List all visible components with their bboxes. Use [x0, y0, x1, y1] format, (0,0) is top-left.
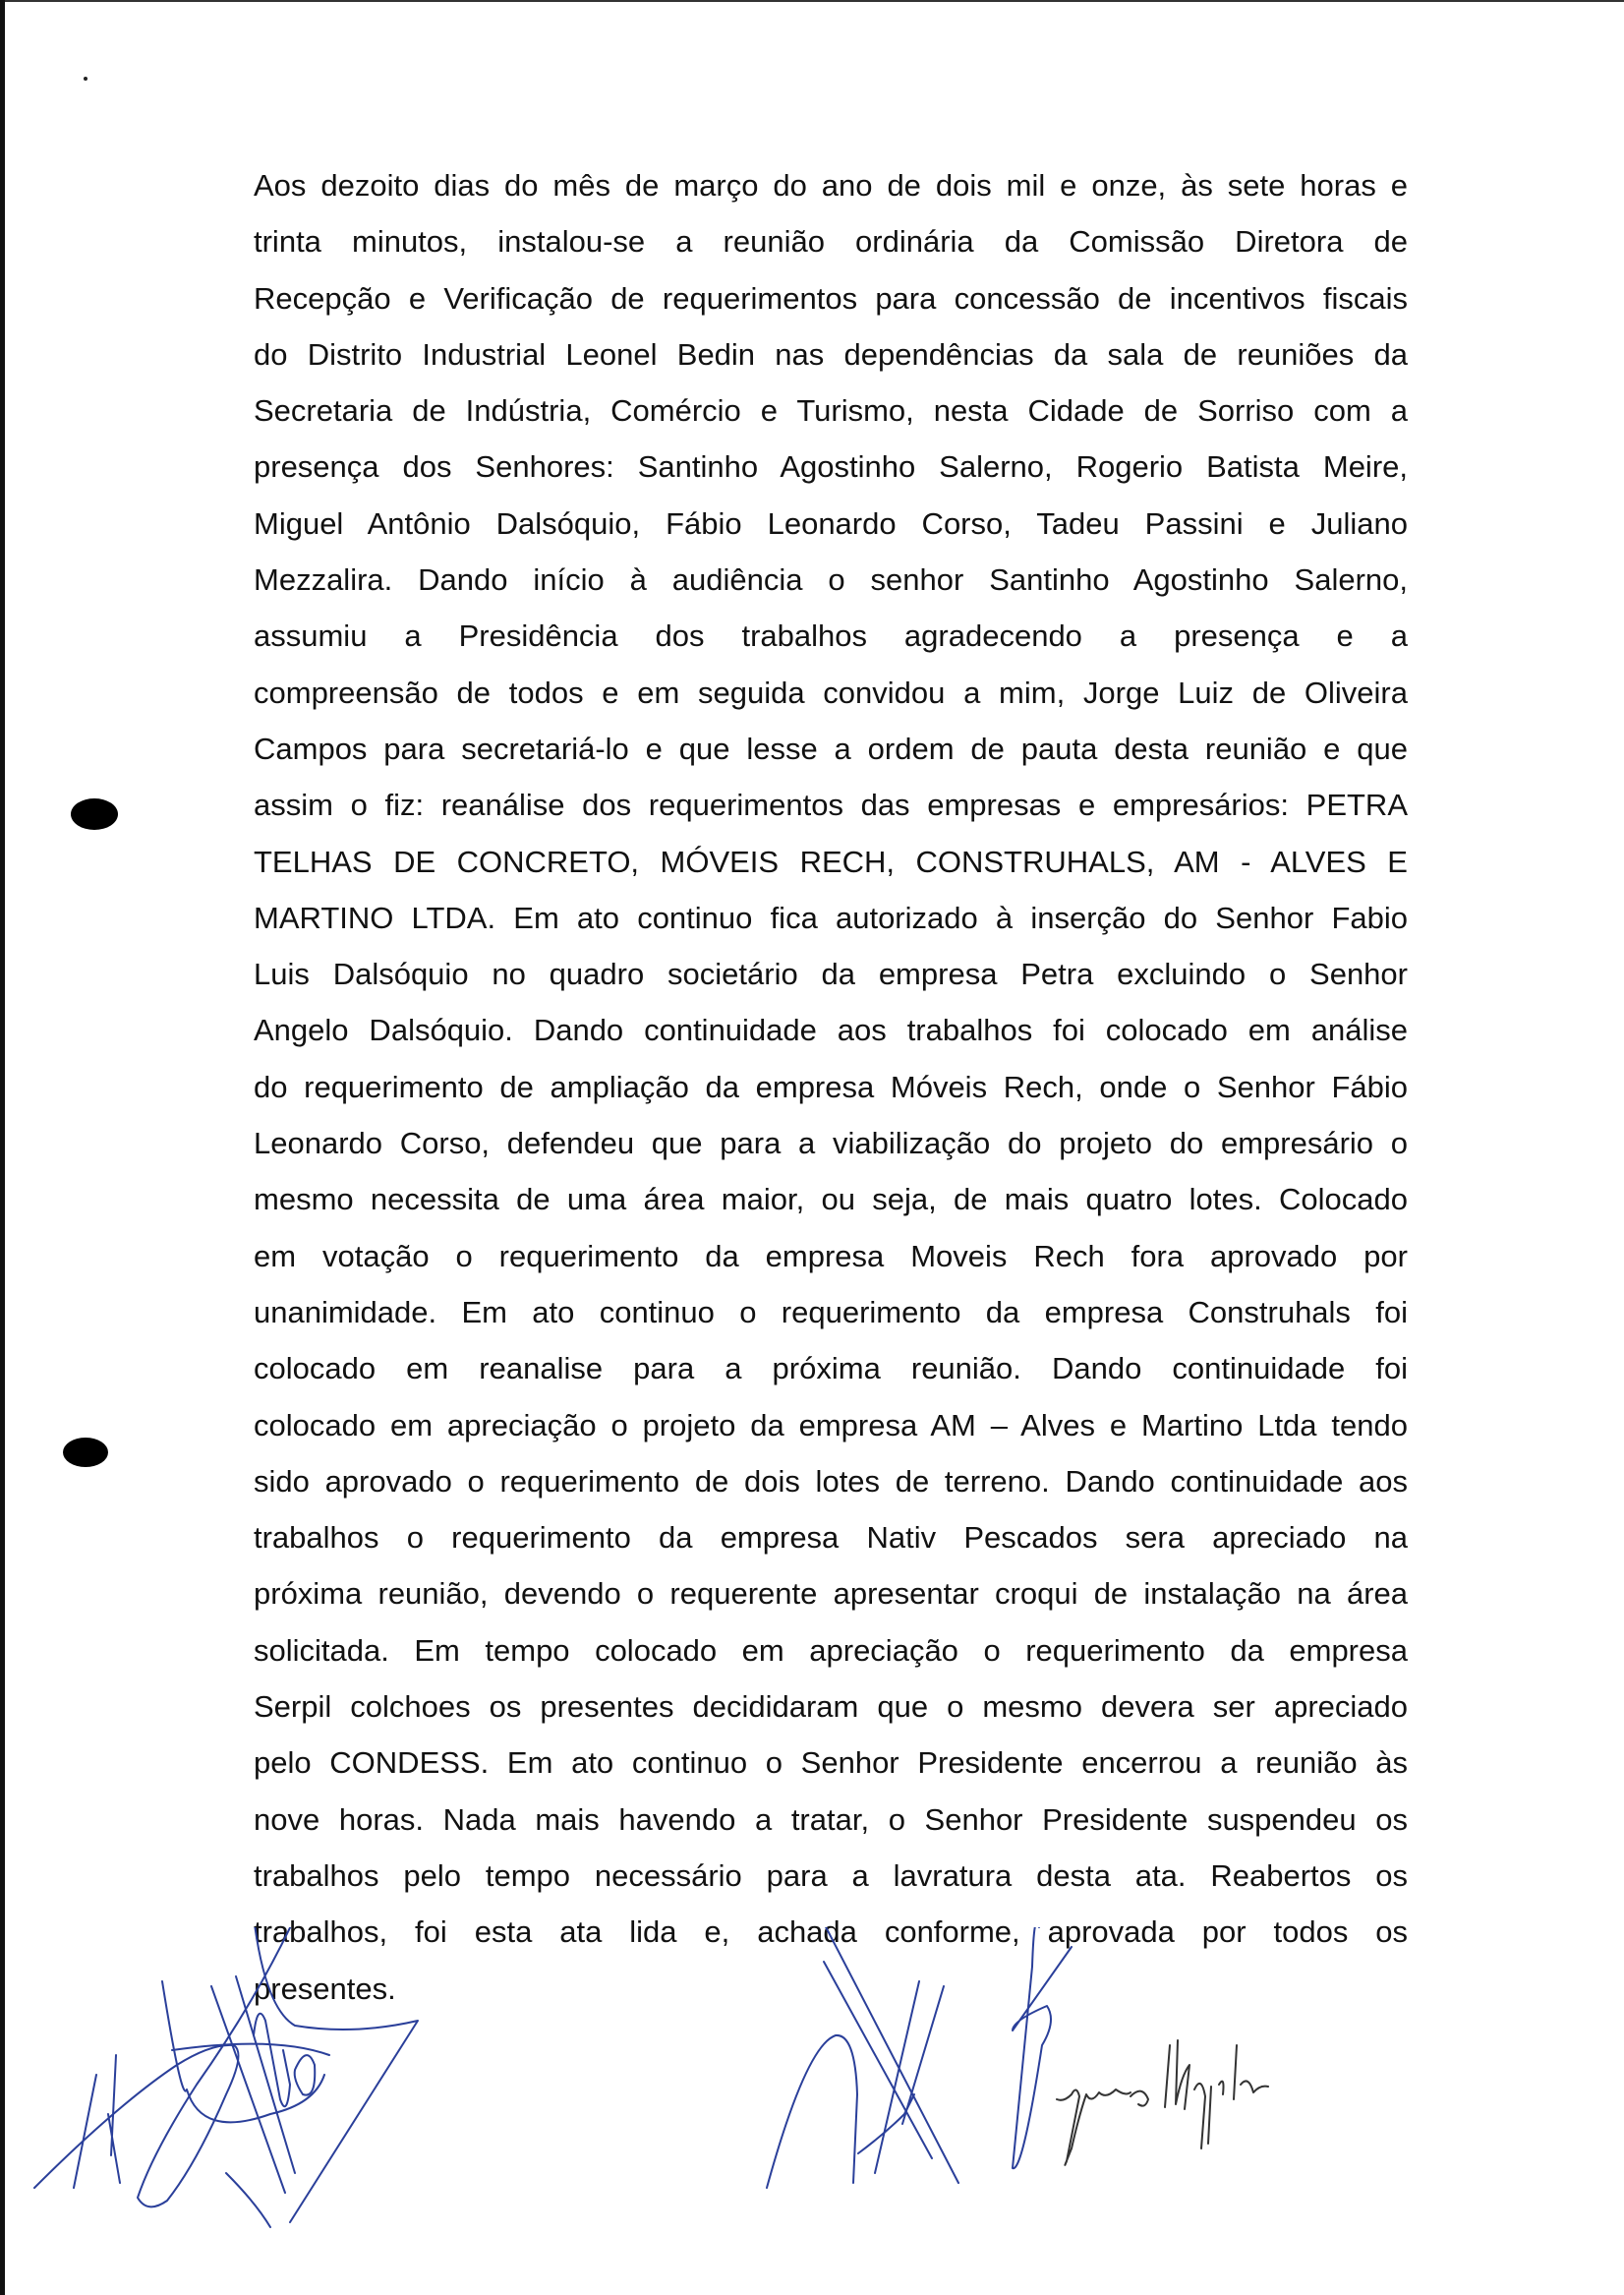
text-line: Campos para secretariá-lo e que lesse a ordem de pauta desta reunião e que — [254, 731, 1408, 766]
text-line: presença dos Senhores: Santinho Agostinho Salerno, Rogerio Batista Meire, — [254, 449, 1408, 485]
text-line: mesmo necessita de uma área maior, ou seja, de mais quatro lotes. Colocado — [254, 1182, 1408, 1217]
text-line: assumiu a Presidência dos trabalhos agradecendo a presença e a — [254, 618, 1408, 654]
text-line: Aos dezoito dias do mês de março do ano de dois mil e onze, às sete horas e — [254, 168, 1408, 203]
text-line: pelo CONDESS. Em ato continuo o Senhor Presidente encerrou a reunião às — [254, 1745, 1408, 1781]
text-line: nove horas. Nada mais havendo a tratar, o Senhor Presidente suspendeu os — [254, 1801, 1408, 1837]
text-line: MARTINO LTDA. Em ato continuo fica autorizado à inserção do Senhor Fabio — [254, 900, 1408, 935]
text-line: Miguel Antônio Dalsóquio, Fábio Leonardo Corso, Tadeu Passini e Juliano — [254, 505, 1408, 541]
text-line: TELHAS DE CONCRETO, MÓVEIS RECH, CONSTRUHALS, AM - ALVES E — [254, 844, 1408, 879]
text-line: em votação o requerimento da empresa Moveis Rech fora aprovado por — [254, 1238, 1408, 1273]
text-line: Serpil colchoes os presentes decididaram que o mesmo devera ser apreciado — [254, 1689, 1408, 1725]
punch-hole — [63, 1438, 108, 1467]
text-line: trinta minutos, instalou-se a reunião ordinária da Comissão Diretora de — [254, 224, 1408, 260]
signature-juliano-mezzalira — [1057, 2040, 1268, 2165]
text-line: colocado em reanalise para a próxima reunião. Dando continuidade foi — [254, 1351, 1408, 1386]
scan-speck — [84, 77, 87, 81]
punch-hole — [71, 798, 118, 830]
text-line: Leonardo Corso, defendeu que para a viabilização do projeto do empresário o — [254, 1126, 1408, 1161]
text-line: solicitada. Em tempo colocado em apreciação o requerimento da empresa — [254, 1632, 1408, 1668]
text-line: do Distrito Industrial Leonel Bedin nas dependências da sala de reuniões da — [254, 336, 1408, 372]
text-line: assim o fiz: reanálise dos requerimentos das empresas e empresários: PETRA — [254, 788, 1408, 823]
text-line: unanimidade. Em ato continuo o requerimento da empresa Construhals foi — [254, 1294, 1408, 1329]
text-line: compreensão de todos e em seguida convidou a mim, Jorge Luiz de Oliveira — [254, 675, 1408, 710]
scan-border-top — [0, 0, 1624, 2]
text-line: próxima reunião, devendo o requerente apresentar croqui de instalação na área — [254, 1576, 1408, 1612]
text-line: colocado em apreciação o projeto da empresa AM – Alves e Martino Ltda tendo — [254, 1407, 1408, 1442]
text-line: Secretaria de Indústria, Comércio e Turismo, nesta Cidade de Sorriso com a — [254, 393, 1408, 429]
scan-border-left — [0, 0, 5, 2295]
text-line: presentes. — [254, 1971, 396, 2006]
minutes-body — [254, 157, 1408, 2017]
text-line: Luis Dalsóquio no quadro societário da empresa Petra excluindo o Senhor — [254, 957, 1408, 992]
text-line: Mezzalira. Dando início à audiência o senhor Santinho Agostinho Salerno, — [254, 562, 1408, 598]
text-line: do requerimento de ampliação da empresa Móveis Rech, onde o Senhor Fábio — [254, 1069, 1408, 1104]
text-line: trabalhos o requerimento da empresa Nativ Pescados sera apreciado na — [254, 1520, 1408, 1556]
text-line: sido aprovado o requerimento de dois lotes de terreno. Dando continuidade aos — [254, 1463, 1408, 1499]
text-line: trabalhos, foi esta ata lida e, achada conforme, aprovada por todos os — [254, 1914, 1408, 1950]
text-line: Recepção e Verificação de requerimentos para concessão de incentivos fiscais — [254, 280, 1408, 316]
text-line: trabalhos pelo tempo necessário para a lavratura desta ata. Reabertos os — [254, 1857, 1408, 1893]
text-line: Angelo Dalsóquio. Dando continuidade aos trabalhos foi colocado em análise — [254, 1013, 1408, 1048]
